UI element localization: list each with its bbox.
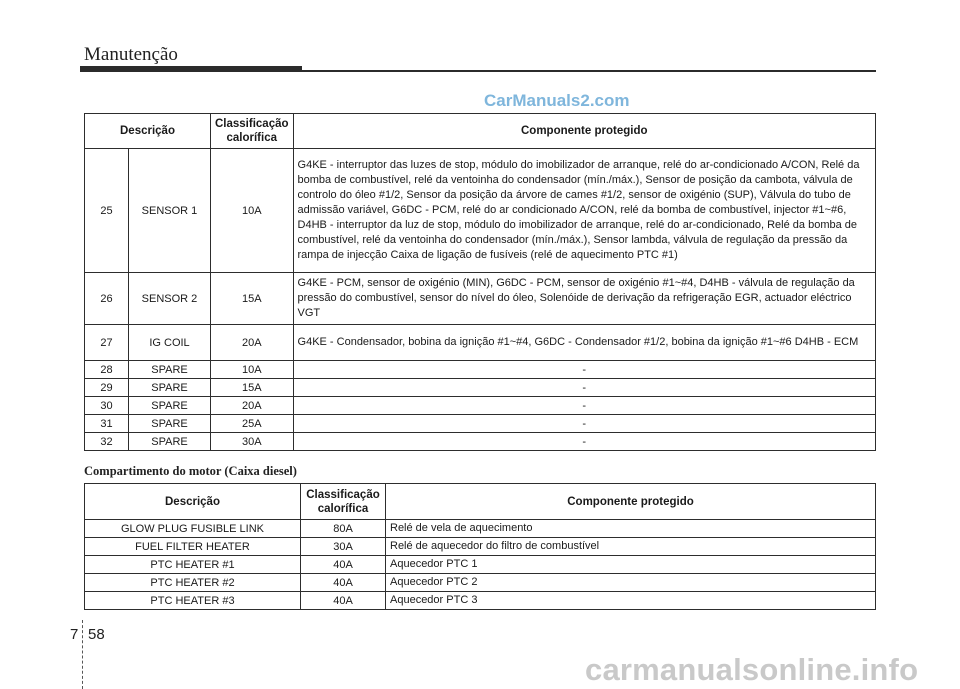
watermark-bottom: carmanualsonline.info: [585, 652, 919, 687]
watermark-top: CarManuals2.com: [484, 91, 630, 110]
column-header-component: Componente protegido: [293, 114, 875, 149]
fuse-name: SPARE: [129, 415, 211, 433]
protected-component: Relé de aquecedor do filtro de combustível: [386, 538, 876, 556]
chapter-number: 7: [70, 626, 79, 643]
fuse-name: SPARE: [129, 433, 211, 451]
protected-component: -: [293, 433, 875, 451]
table-row: [85, 520, 876, 538]
fuse-table-1: [84, 113, 876, 451]
table-row: [85, 556, 876, 574]
fuse-name: SENSOR 2: [129, 273, 211, 325]
table-row: [85, 397, 876, 415]
protected-component: G4KE - interruptor das luzes de stop, módulo do imobilizador de arranque, relé do ar-condicionado A/CON, Relé da bomba de combustível, relé da ventoinha do condensador (mín./máx.), Sensor de posição da cambota, válvula de controlo do óleo #1/2, Sensor da posição da árvore de cames #1/2, sensor de oxigénio (SUP), Válvula do tubo de admissão variável, G6DC - PCM, relé do ar condicionado A/CON, relé da bomba de combustível, injector #1~#6, D4HB - interruptor da luz de stop, módulo do imobilizador de arranque, relé do ar-condicionado, Relé da bomba de combustível, relé da ventoinha do condensador (mín./máx.), Sensor lambda, válvula de regulação da pressão da rampa de injecção Caixa de ligação de fusíveis (relé de aquecimento PTC #1): [293, 149, 875, 273]
fuse-rating: 15A: [211, 273, 294, 325]
section-heading-diesel: Compartimento do motor (Caixa diesel): [84, 464, 297, 478]
fuse-number: 28: [85, 361, 129, 379]
protected-component: Aquecedor PTC 1: [386, 556, 876, 574]
fuse-number: 25: [85, 149, 129, 273]
column-header-rating: Classificação calorífica: [301, 484, 386, 520]
page-number-divider: [82, 620, 83, 689]
fuse-number: 30: [85, 397, 129, 415]
fuse-rating: 10A: [211, 149, 294, 273]
fuse-rating: 40A: [301, 556, 386, 574]
column-header-component: Componente protegido: [386, 484, 876, 520]
page-header-title: Manutenção: [84, 44, 178, 65]
header-rule-thin: [302, 70, 876, 72]
fuse-name: PTC HEATER #1: [85, 556, 301, 574]
table-row: [85, 273, 876, 325]
fuse-rating: 10A: [211, 361, 294, 379]
fuse-rating: 20A: [211, 325, 294, 361]
protected-component: G4KE - PCM, sensor de oxigénio (MIN), G6DC - PCM, sensor de oxigénio #1~#4, D4HB - válvula de regulação da pressão do combustível, sensor do nível do óleo, Solenóide de derivação da refrigeração EGR, actuador eléctrico VGT: [293, 273, 875, 325]
column-header-rating: Classificação calorífica: [211, 114, 294, 149]
fuse-name: PTC HEATER #3: [85, 592, 301, 610]
protected-component: Aquecedor PTC 2: [386, 574, 876, 592]
table-row: [85, 379, 876, 397]
fuse-rating: 40A: [301, 592, 386, 610]
fuse-number: 32: [85, 433, 129, 451]
header-rule-thick: [80, 66, 302, 72]
table-row: [85, 433, 876, 451]
protected-component: -: [293, 379, 875, 397]
column-header-description: Descrição: [85, 484, 301, 520]
protected-component: Relé de vela de aquecimento: [386, 520, 876, 538]
fuse-name: SENSOR 1: [129, 149, 211, 273]
fuse-rating: 30A: [211, 433, 294, 451]
fuse-name: FUEL FILTER HEATER: [85, 538, 301, 556]
fuse-rating: 25A: [211, 415, 294, 433]
fuse-rating: 80A: [301, 520, 386, 538]
table-row: [85, 574, 876, 592]
fuse-name: GLOW PLUG FUSIBLE LINK: [85, 520, 301, 538]
protected-component: -: [293, 415, 875, 433]
fuse-name: SPARE: [129, 379, 211, 397]
table-row: [85, 361, 876, 379]
fuse-rating: 20A: [211, 397, 294, 415]
table-row: [85, 538, 876, 556]
fuse-number: 29: [85, 379, 129, 397]
column-header-description: Descrição: [85, 114, 211, 149]
fuse-rating: 30A: [301, 538, 386, 556]
fuse-name: PTC HEATER #2: [85, 574, 301, 592]
fuse-number: 26: [85, 273, 129, 325]
fuse-name: SPARE: [129, 361, 211, 379]
fuse-table-2: [84, 483, 876, 610]
protected-component: Aquecedor PTC 3: [386, 592, 876, 610]
fuse-number: 31: [85, 415, 129, 433]
table-row: [85, 325, 876, 361]
table-row: [85, 415, 876, 433]
fuse-number: 27: [85, 325, 129, 361]
fuse-name: SPARE: [129, 397, 211, 415]
protected-component: -: [293, 397, 875, 415]
fuse-name: IG COIL: [129, 325, 211, 361]
fuse-rating: 40A: [301, 574, 386, 592]
table-row: [85, 149, 876, 273]
protected-component: G4KE - Condensador, bobina da ignição #1~#4, G6DC - Condensador #1/2, bobina da ignição #1~#6 D4HB - ECM: [293, 325, 875, 361]
page-number: 58: [88, 626, 105, 643]
table-row: [85, 592, 876, 610]
protected-component: -: [293, 361, 875, 379]
fuse-rating: 15A: [211, 379, 294, 397]
